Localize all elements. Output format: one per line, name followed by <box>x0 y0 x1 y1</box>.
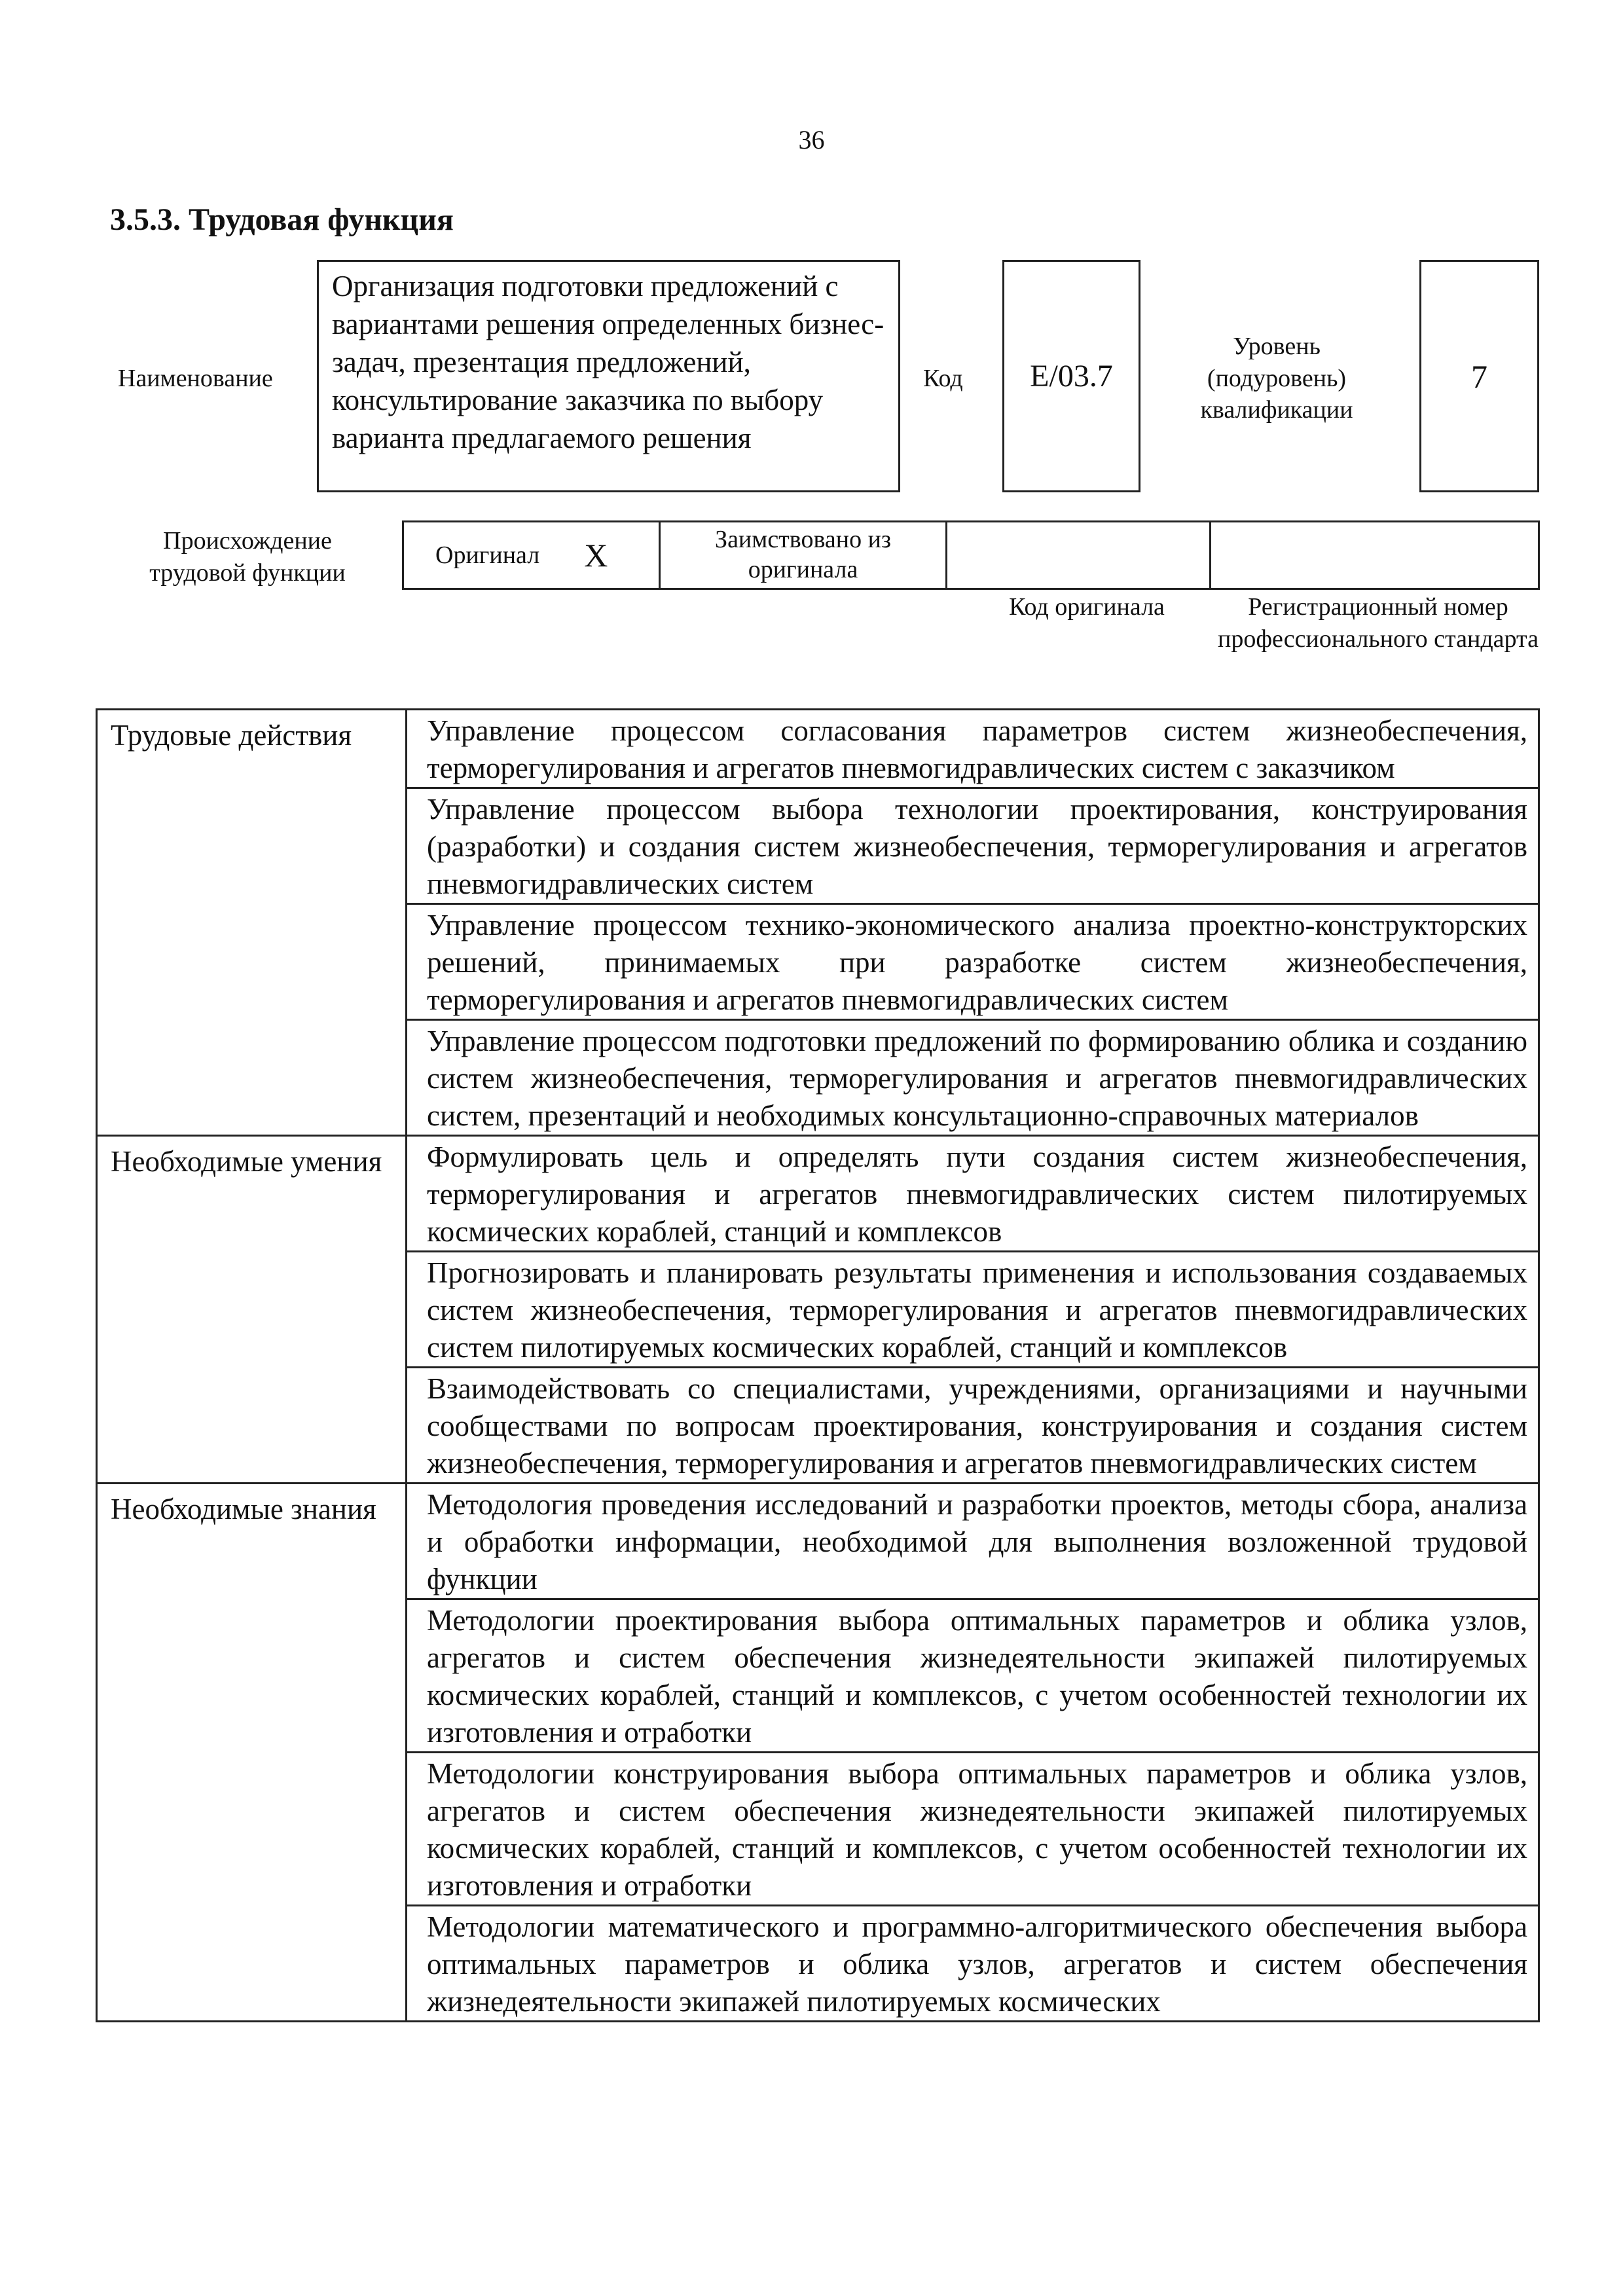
table-cell: Методологии проектирования выбора оптимальных параметров и облика узлов, агрегатов и систем обеспечения жизнедеятельности экипажей пилотируемых космических кораблей, станций и комплексов, с учетом особенностей технологии их изготовления и отработки <box>407 1599 1539 1753</box>
table-cell: Методология проведения исследований и разработки проектов, методы сбора, анализа и обработки информации, необходимой для выполнения возложенной трудовой функции <box>407 1484 1539 1599</box>
page-number: 36 <box>798 125 825 155</box>
section-title-skills: Необходимые умения <box>97 1136 407 1484</box>
table-row <box>97 1136 1539 1252</box>
table-cell: Управление процессом технико-экономического анализа проектно-конструкторских решений, принимаемых при разработке систем жизнеобеспечения, терморегулирования и агрегатов пневмогидравлических систем <box>407 904 1539 1020</box>
original-code-cell <box>945 520 1209 590</box>
section-title: 3.5.3. Трудовая функция <box>110 202 454 237</box>
table-row <box>97 1484 1539 1599</box>
code-label: Код <box>923 365 963 392</box>
original-label: Оригинал <box>435 541 540 569</box>
registration-number-cell <box>1209 520 1540 590</box>
table-cell: Управление процессом подготовки предложений по формированию облика и созданию систем жизнеобеспечения, терморегулирования и агрегатов пневмогидравлических систем, презентаций и необходимых консультационно-справочных материалов <box>407 1020 1539 1136</box>
table-cell: Прогнозировать и планировать результаты применения и использования создаваемых систем жизнеобеспечения, терморегулирования и агрегатов пневмогидравлических систем пилотируемых космических кораблей, станций и комплексов <box>407 1252 1539 1368</box>
table-cell: Управление процессом выбора технологии проектирования, конструирования (разработки) и создания систем жизнеобеспечения, терморегулирования и агрегатов пневмогидравлических систем <box>407 788 1539 904</box>
level-box: 7 <box>1419 260 1539 492</box>
original-mark: X <box>584 537 608 574</box>
original-cell <box>402 520 659 590</box>
code-box: E/03.7 <box>1002 260 1140 492</box>
borrowed-cell: Заимствовано из оригинала <box>659 520 945 590</box>
section-title-knowledge: Необходимые знания <box>97 1484 407 2022</box>
table-row <box>97 710 1539 788</box>
level-label: Уровень (подуровень) квалификации <box>1200 333 1353 424</box>
function-details-table <box>96 708 1540 2022</box>
table-cell: Методологии конструирования выбора оптимальных параметров и облика узлов, агрегатов и систем обеспечения жизнедеятельности экипажей пилотируемых космических кораблей, станций и комплексов, с учетом особенностей технологии их изготовления и отработки <box>407 1753 1539 1906</box>
section-title-labor-actions: Трудовые действия <box>97 710 407 1136</box>
table-cell: Управление процессом согласования параметров систем жизнеобеспечения, терморегулирования и агрегатов пневмогидравлических систем с заказчиком <box>407 710 1539 788</box>
original-code-label: Код оригинала <box>1009 593 1165 621</box>
origin-label: Происхождение трудовой функции <box>149 527 346 587</box>
table-cell: Методологии математического и программно-алгоритмического обеспечения выбора оптимальных параметров и облика узлов, агрегатов и систем обеспечения жизнедеятельности экипажей пилотируемых космических <box>407 1906 1539 2022</box>
origin-row <box>402 520 1540 590</box>
table-cell: Формулировать цель и определять пути создания систем жизнеобеспечения, терморегулирования и агрегатов пневмогидравлических систем пилотируемых космических кораблей, станций и комплексов <box>407 1136 1539 1252</box>
registration-number-label: Регистрационный номер профессионального стандарта <box>1218 593 1539 653</box>
table-cell: Взаимодействовать со специалистами, учреждениями, организациями и научными сообществами по вопросам проектирования, конструирования и создания систем жизнеобеспечения, терморегулирования и агрегатов пневмогидравлических систем <box>407 1368 1539 1484</box>
function-name-box: Организация подготовки предложений с вариантами решения определенных бизнес-задач, презентация предложений, консультирование заказчика по выбору варианта предлагаемого решения <box>317 260 900 492</box>
name-label: Наименование <box>118 365 273 392</box>
